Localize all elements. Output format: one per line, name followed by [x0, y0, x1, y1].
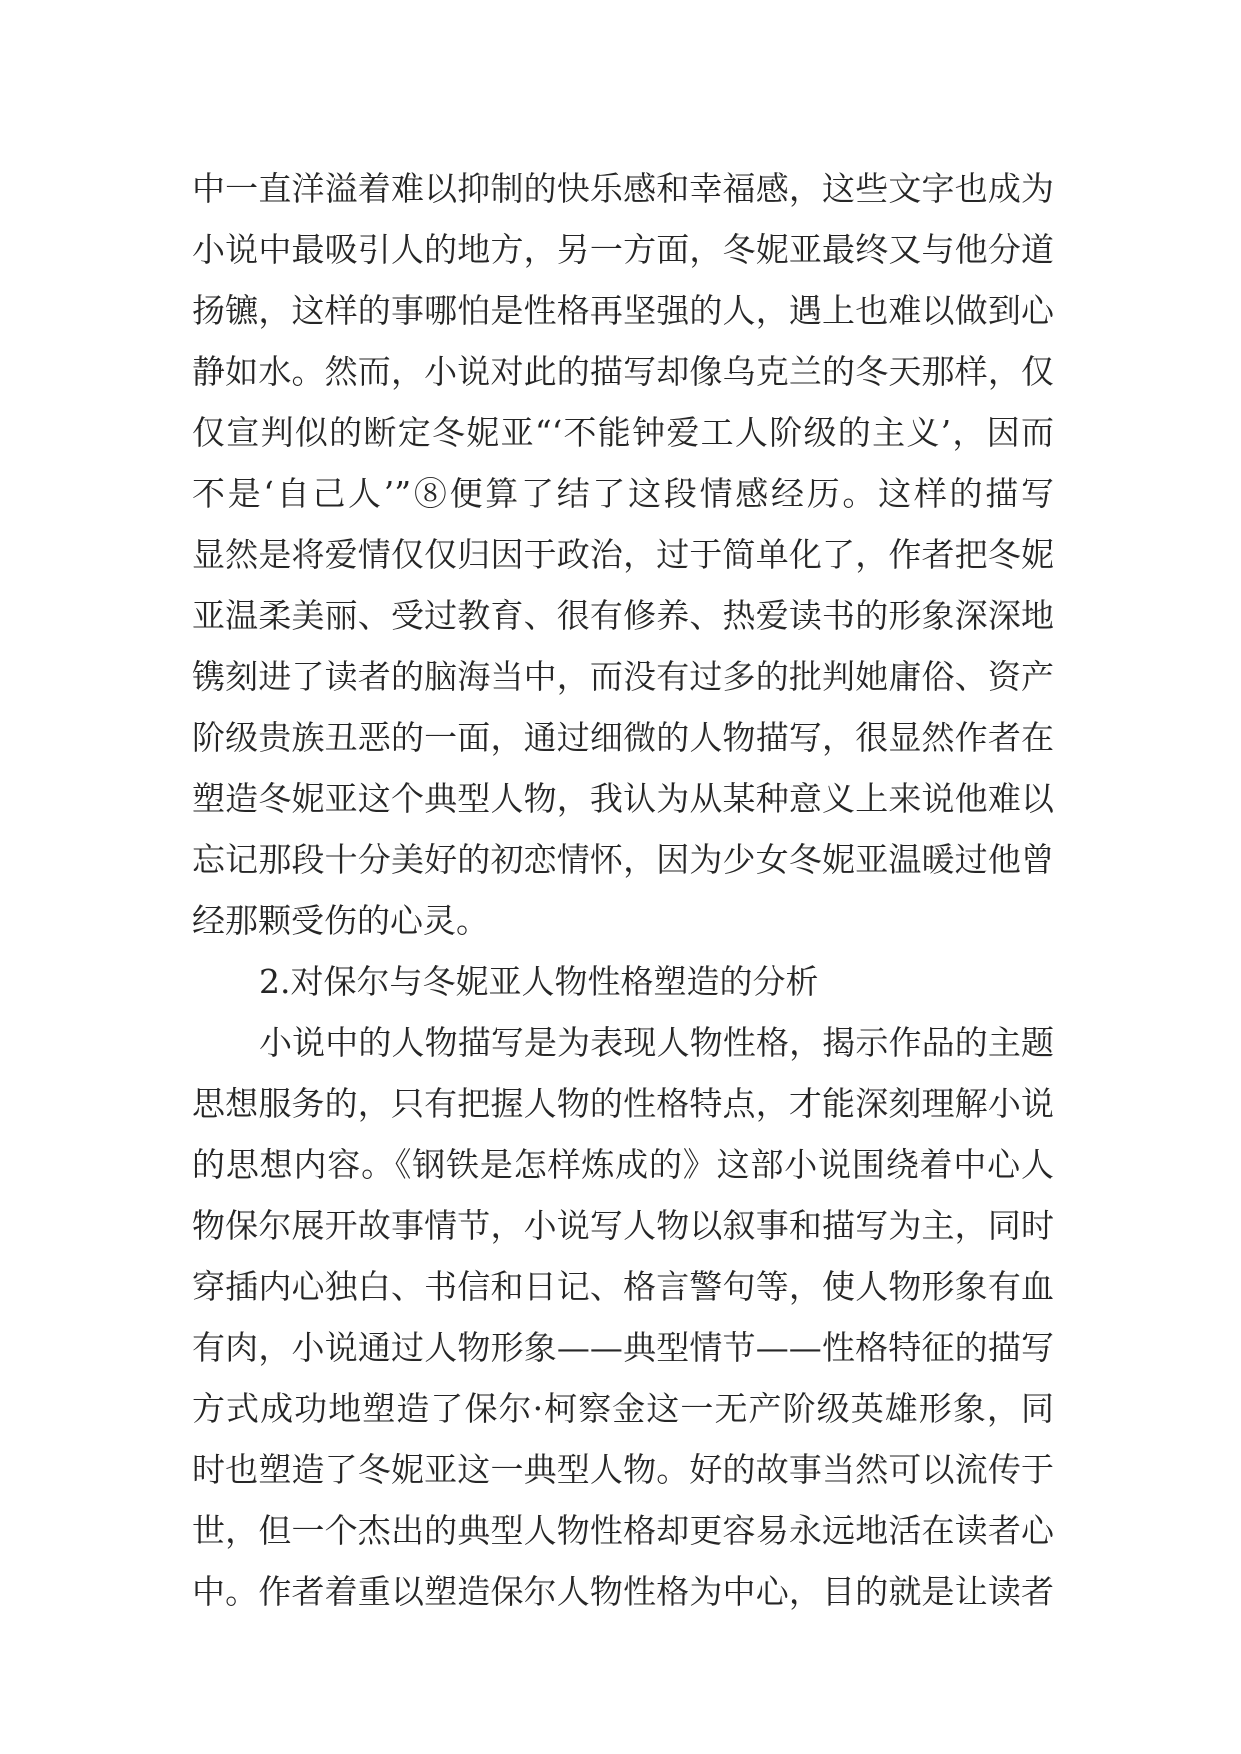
text-line: 有肉，小说通过人物形象——典型情节——性格特征的描写 [192, 1328, 1054, 1367]
text-line: 镌刻进了读者的脑海当中，而没有过多的批判她庸俗、资产 [192, 657, 1054, 696]
text-line: 显然是将爱情仅仅归因于政治，过于简单化了，作者把冬妮 [192, 535, 1054, 574]
document-body [192, 158, 1054, 1622]
text-line: 中一直洋溢着难以抑制的快乐感和幸福感，这些文字也成为 [192, 169, 1054, 208]
paragraph-end-line: 经那颗受伤的心灵。 [192, 901, 489, 940]
text-line: 时也塑造了冬妮亚这一典型人物。好的故事当然可以流传于 [192, 1450, 1054, 1489]
text-line: 世，但一个杰出的典型人物性格却更容易永远地活在读者心 [192, 1511, 1054, 1550]
text-line: 阶级贵族丑恶的一面，通过细微的人物描写，很显然作者在 [192, 718, 1054, 757]
text-line: 的思想内容。《钢铁是怎样炼成的》这部小说围绕着中心人 [192, 1145, 1054, 1184]
text-line: 中。作者着重以塑造保尔人物性格为中心，目的就是让读者 [192, 1572, 1054, 1611]
text-line: 塑造冬妮亚这个典型人物，我认为从某种意义上来说他难以 [192, 779, 1054, 818]
text-line: 穿插内心独白、书信和日记、格言警句等，使人物形象有血 [192, 1267, 1054, 1306]
section-heading: 2.对保尔与冬妮亚人物性格塑造的分析 [259, 962, 819, 1001]
text-line: 扬镳，这样的事哪怕是性格再坚强的人，遇上也难以做到心 [192, 291, 1054, 330]
text-line: 不是‘自己人’”⑧便算了结了这段情感经历。这样的描写 [192, 474, 1054, 513]
text-line: 思想服务的，只有把握人物的性格特点，才能深刻理解小说 [192, 1084, 1054, 1123]
text-line: 小说中最吸引人的地方，另一方面，冬妮亚最终又与他分道 [192, 230, 1054, 269]
paragraph-first-line: 小说中的人物描写是为表现人物性格，揭示作品的主题 [259, 1023, 1054, 1062]
text-line: 物保尔展开故事情节，小说写人物以叙事和描写为主，同时 [192, 1206, 1054, 1245]
text-line: 忘记那段十分美好的初恋情怀，因为少女冬妮亚温暖过他曾 [192, 840, 1054, 879]
text-line: 静如水。然而，小说对此的描写却像乌克兰的冬天那样，仅 [192, 352, 1054, 391]
text-line: 仅宣判似的断定冬妮亚“‘不能钟爱工人阶级的主义’，因而 [192, 413, 1054, 452]
text-line: 亚温柔美丽、受过教育、很有修养、热爱读书的形象深深地 [192, 596, 1054, 635]
text-line: 方式成功地塑造了保尔·柯察金这一无产阶级英雄形象，同 [192, 1389, 1054, 1428]
